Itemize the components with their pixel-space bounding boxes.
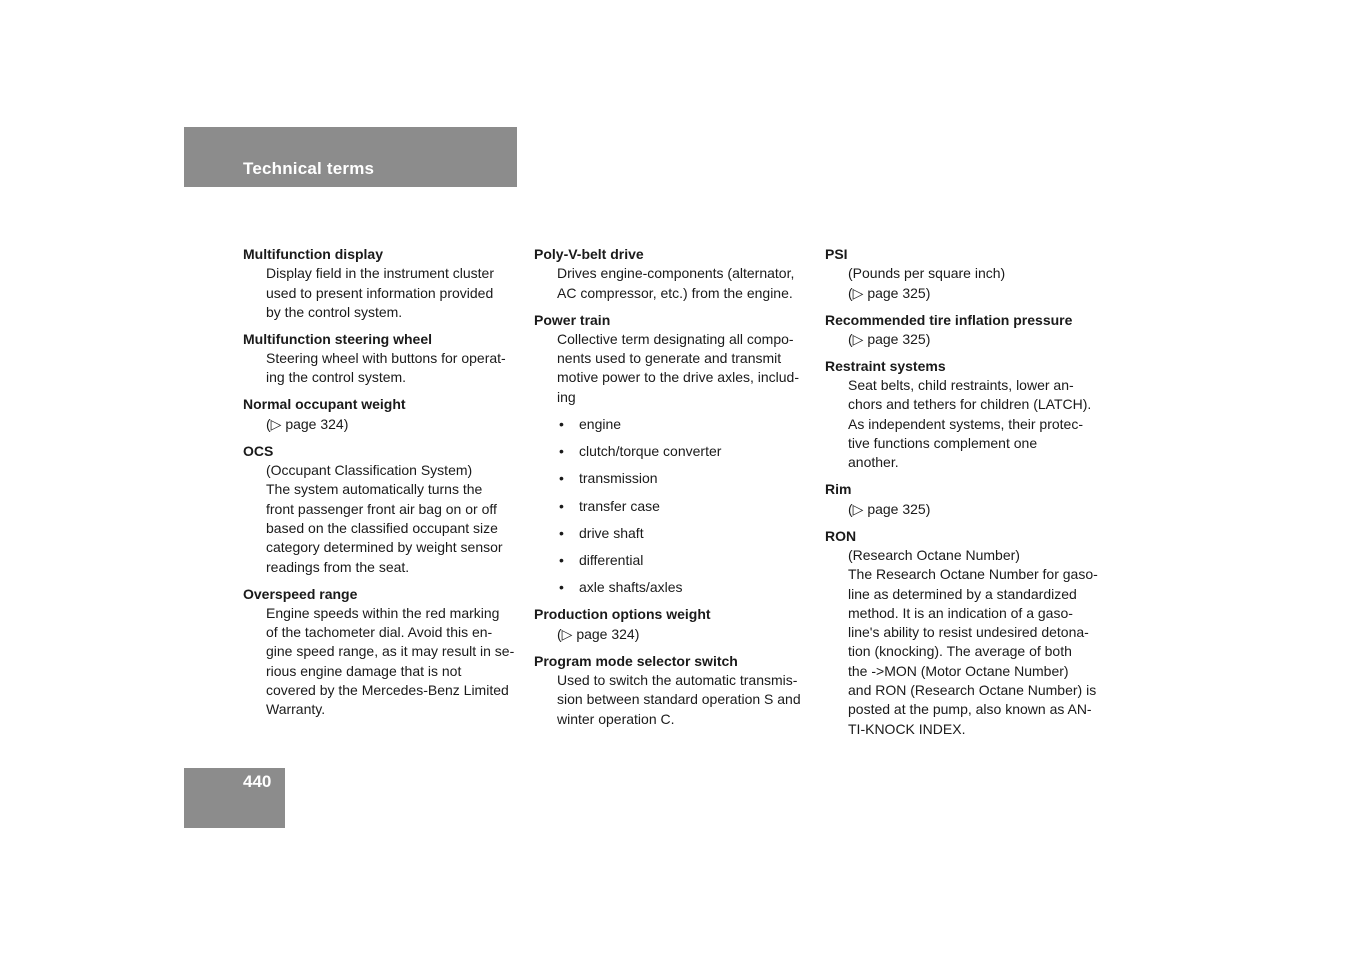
page-number-tab — [184, 768, 285, 828]
page-number: 440 — [243, 772, 272, 791]
glossary-entry — [243, 585, 523, 720]
glossary-entry — [534, 605, 814, 644]
term-title: Multifunction display — [243, 246, 383, 262]
list-item — [534, 497, 814, 516]
term-definition-line: method. It is an indication of a gaso- — [848, 604, 1073, 621]
term-definition-line: based on the classified occupant size — [266, 519, 498, 536]
term-title: Poly-V-belt drive — [534, 246, 644, 262]
term-definition-line: front passenger front air bag on or off — [266, 500, 497, 517]
term-definition-line: (▷ page 324) — [557, 625, 640, 642]
glossary-entry — [243, 245, 523, 322]
list-item — [534, 578, 814, 597]
term-definition-line: Warranty. — [266, 701, 326, 718]
term-definition-line: sion between standard operation S and — [557, 691, 801, 708]
bullet-icon: • — [559, 416, 564, 433]
term-title: Overspeed range — [243, 585, 358, 602]
term-definition-line: As independent systems, their protec- — [848, 415, 1084, 432]
term-definition-line: tion (knocking). The average of both — [848, 643, 1072, 660]
list-item-text: transfer case — [579, 497, 660, 514]
term-title: Restraint systems — [825, 357, 946, 374]
term-definition-line: TI-KNOCK INDEX. — [848, 720, 966, 737]
list-item — [534, 524, 814, 543]
term-definition-line: and RON (Research Octane Number) is — [848, 681, 1097, 698]
list-item — [534, 415, 814, 434]
term-title: Normal occupant weight — [243, 396, 406, 413]
term-definition-line: AC compressor, etc.) from the engine. — [557, 284, 793, 301]
term-title: RON — [825, 527, 857, 544]
bullet-icon: • — [559, 443, 564, 460]
term-definition-line: Steering wheel with buttons for operat- — [266, 350, 506, 367]
term-definition-line: nents used to generate and transmit — [557, 350, 782, 367]
term-definition-line: (▷ page 325) — [848, 284, 931, 301]
section-header-bar — [184, 127, 517, 187]
term-definition-line: chors and tethers for children (LATCH). — [848, 396, 1092, 413]
bullet-icon: • — [559, 524, 564, 541]
term-definition-line: the ->MON (Motor Octane Number) — [848, 662, 1069, 679]
list-item — [534, 469, 814, 488]
column-2 — [534, 245, 814, 737]
column-1 — [243, 245, 523, 727]
glossary-entry — [825, 357, 1110, 473]
term-definition-line: rious engine damage that is not — [266, 662, 462, 679]
glossary-entry — [534, 311, 814, 598]
term-title: PSI — [825, 246, 848, 262]
glossary-entry — [534, 245, 814, 303]
glossary-entry — [534, 652, 814, 729]
term-definition-line: Drives engine-components (alternator, — [557, 265, 795, 282]
glossary-entry — [825, 311, 1110, 350]
term-definition-line: winter operation C. — [557, 710, 675, 727]
term-definition-line: tive functions complement one — [848, 435, 1038, 452]
bullet-icon: • — [559, 552, 564, 568]
term-title: OCS — [243, 442, 274, 459]
term-title: Rim — [825, 481, 852, 498]
list-item-text: engine — [579, 416, 622, 433]
bullet-list — [534, 415, 814, 597]
term-definition-line: category determined by weight sensor — [266, 539, 503, 556]
term-definition-line: another. — [848, 454, 899, 471]
term-definition-line: (▷ page 325) — [848, 330, 931, 347]
term-definition-line: (Pounds per square inch) — [848, 265, 1006, 282]
list-item-text: drive shaft — [579, 524, 644, 541]
list-item-text: differential — [579, 552, 644, 568]
list-item-text: transmission — [579, 470, 658, 487]
glossary-entry — [243, 330, 523, 388]
bullet-icon: • — [559, 497, 564, 514]
term-title: Program mode selector switch — [534, 652, 738, 669]
term-definition-line: readings from the seat. — [266, 558, 410, 575]
term-definition-line: The Research Octane Number for gaso- — [848, 566, 1098, 583]
list-item-text: axle shafts/axles — [579, 579, 683, 596]
term-definition-line: Engine speeds within the red marking — [266, 604, 500, 621]
term-definition-line: ing — [557, 388, 576, 405]
glossary-entry — [243, 395, 523, 434]
bullet-icon: • — [559, 579, 564, 596]
term-definition-line: of the tachometer dial. Avoid this en- — [266, 624, 493, 641]
term-definition-line: by the control system. — [266, 303, 403, 320]
glossary-entry — [825, 480, 1110, 519]
term-definition-line: Seat belts, child restraints, lower an- — [848, 377, 1074, 394]
term-definition-line: used to present information provided — [266, 284, 494, 301]
list-item — [534, 551, 814, 570]
term-definition-line: motive power to the drive axles, includ- — [557, 369, 799, 386]
term-definition-line: (▷ page 325) — [848, 500, 931, 517]
term-definition-line: Collective term designating all compo- — [557, 330, 794, 347]
term-definition-line: posted at the pump, also known as AN- — [848, 701, 1092, 718]
list-item-text: clutch/torque converter — [579, 443, 722, 460]
term-definition-line: (Research Octane Number) — [848, 546, 1020, 563]
term-title: Recommended tire inflation pressure — [825, 311, 1073, 328]
column-3 — [825, 245, 1110, 747]
glossary-entry — [825, 245, 1110, 303]
term-title: Multifunction steering wheel — [243, 330, 433, 347]
term-title: Power train — [534, 311, 611, 328]
section-title: Technical terms — [243, 159, 375, 178]
term-definition-line: line's ability to resist undesired detona- — [848, 624, 1089, 641]
term-definition-line: ing the control system. — [266, 369, 407, 386]
term-definition-line: Used to switch the automatic transmis- — [557, 672, 798, 689]
term-definition-line: gine speed range, as it may result in se- — [266, 643, 515, 660]
glossary-entry — [243, 442, 523, 577]
term-definition-line: Display field in the instrument cluster — [266, 265, 494, 282]
term-title: Production options weight — [534, 606, 711, 623]
glossary-entry — [825, 527, 1110, 739]
term-definition-line: (Occupant Classification System) — [266, 462, 473, 479]
bullet-icon: • — [559, 470, 564, 487]
term-definition-line: The system automatically turns the — [266, 481, 483, 498]
term-definition-line: covered by the Mercedes-Benz Limited — [266, 681, 509, 698]
term-definition-line: (▷ page 324) — [266, 415, 349, 432]
list-item — [534, 442, 814, 461]
term-definition-line: line as determined by a standardized — [848, 585, 1077, 602]
